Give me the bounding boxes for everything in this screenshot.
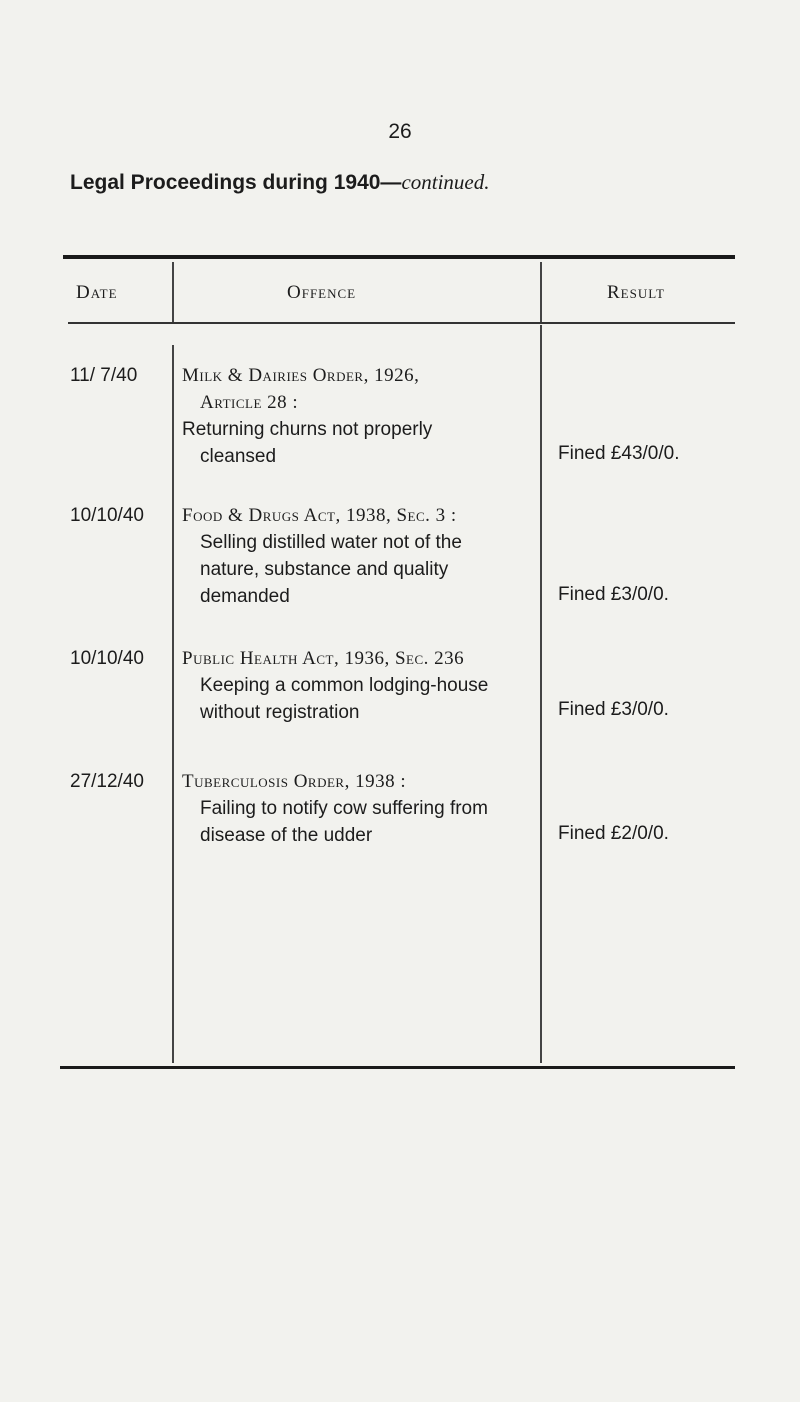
page-heading: [70, 170, 490, 195]
offence-title: Milk & Dairies Order, 1926,: [182, 365, 420, 386]
column-header-result: Result: [607, 282, 665, 303]
column-header-offence: Offence: [287, 282, 357, 303]
offence-line: cleansed: [200, 446, 277, 467]
row-result: Fined £3/0/0.: [558, 584, 669, 605]
offence-line: Selling distilled water not of the: [200, 532, 462, 553]
offence-title: Food & Drugs Act, 1938, Sec. 3 :: [182, 505, 457, 526]
row-result: Fined £2/0/0.: [558, 823, 669, 844]
offence-line: Keeping a common lodging-house: [200, 675, 489, 696]
column-header-date: Date: [76, 282, 118, 303]
heading-text: Legal Proceedings during 1940—: [70, 171, 402, 194]
page-number: 26: [388, 120, 412, 143]
row-offence: [182, 645, 542, 726]
table-top-rule: [63, 255, 735, 259]
column-divider: [540, 262, 542, 322]
offence-line: Returning churns not properly: [182, 419, 433, 440]
column-divider: [172, 345, 174, 1063]
row-date: 27/12/40: [70, 771, 144, 792]
row-result: Fined £43/0/0.: [558, 443, 680, 464]
row-offence: [182, 768, 542, 849]
table-header-rule: [68, 322, 735, 324]
offence-title: Public Health Act, 1936, Sec. 236: [182, 648, 465, 669]
column-divider: [172, 262, 174, 322]
row-date: 10/10/40: [70, 648, 144, 669]
offence-line: nature, substance and quality: [200, 559, 449, 580]
row-offence: [182, 502, 542, 610]
offence-line: without registration: [200, 702, 360, 723]
offence-line: Failing to notify cow suffering from: [200, 798, 488, 819]
table-bottom-rule: [60, 1066, 735, 1069]
offence-line: disease of the udder: [200, 825, 373, 846]
row-date: 10/10/40: [70, 505, 144, 526]
offence-title-continued: Article 28 :: [200, 392, 299, 413]
row-result: Fined £3/0/0.: [558, 699, 669, 720]
offence-line: demanded: [200, 586, 290, 607]
row-date: 11/ 7/40: [70, 365, 138, 386]
row-offence: [182, 362, 542, 470]
heading-continued: continued.: [401, 170, 490, 194]
offence-title: Tuberculosis Order, 1938 :: [182, 771, 407, 792]
